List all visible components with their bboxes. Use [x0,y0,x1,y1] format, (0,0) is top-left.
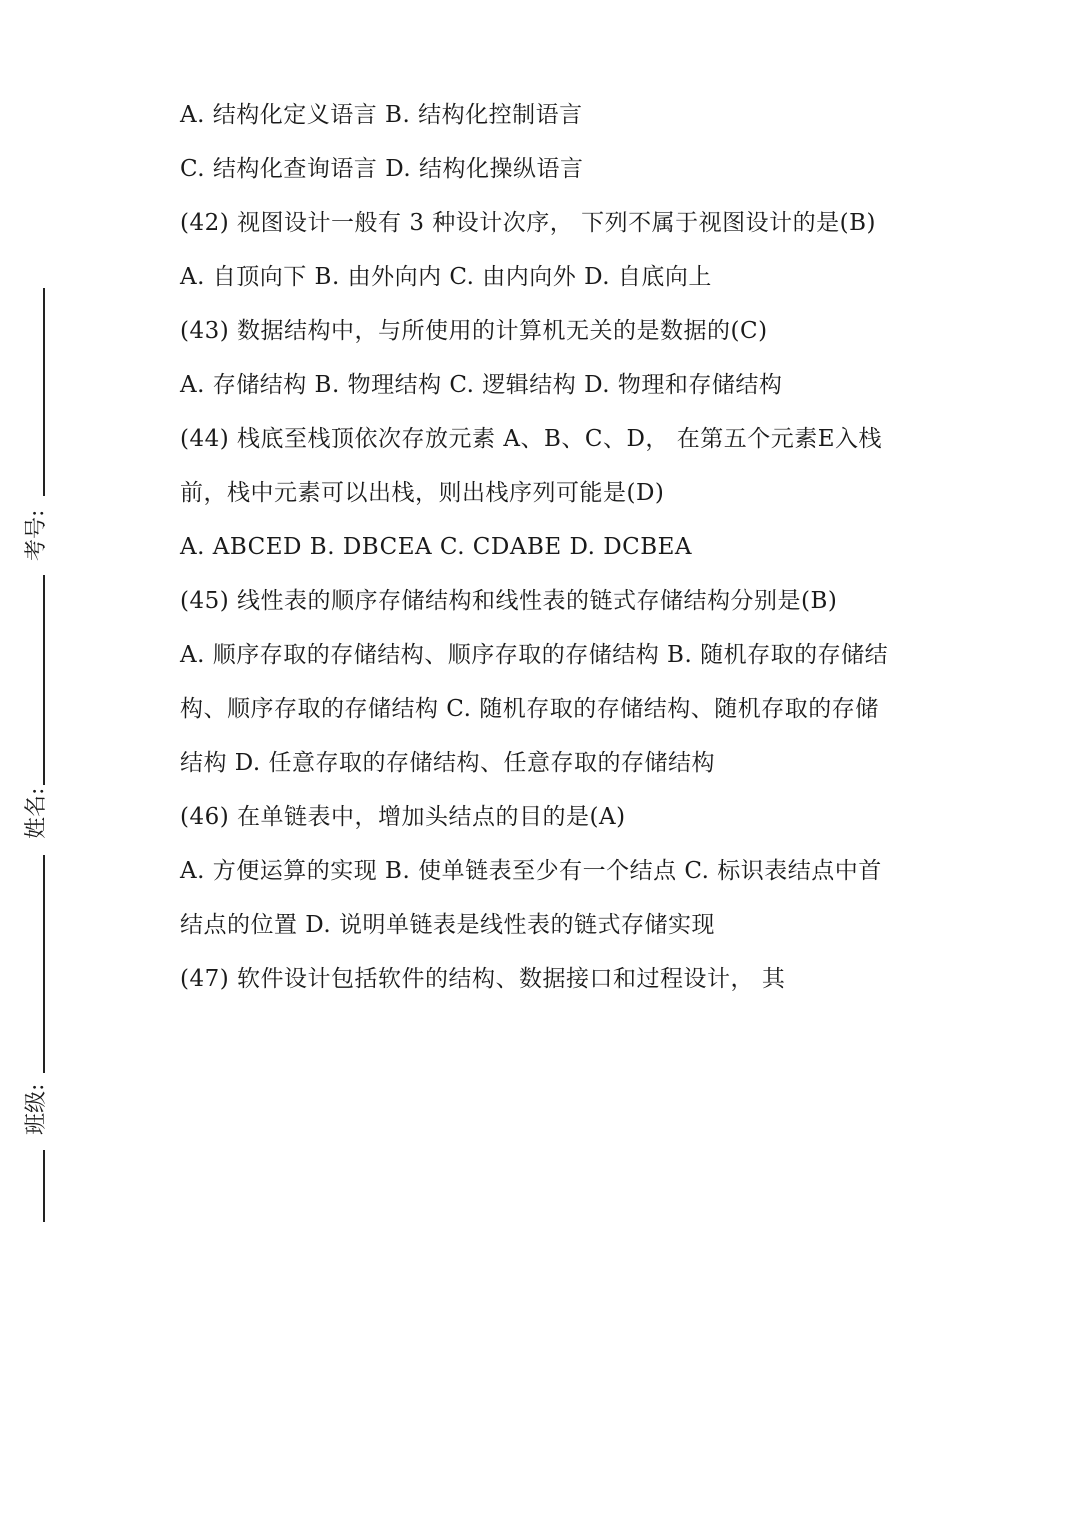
binding-line-class [43,1150,45,1222]
text-line: A. 存储结构 B. 物理结构 C. 逻辑结构 D. 物理和存储结构 [180,372,783,398]
text-line: A. 顺序存取的存储结构、顺序存取的存储结构 B. 随机存取的存储结 [180,642,889,668]
binding-line-top [43,288,45,496]
question-43: (43) 数据结构中，与所使用的计算机无关的是数据的(C) [180,318,768,344]
question-42: (42) 视图设计一般有 3 种设计次序， 下列不属于视图设计的是(B) [180,210,876,236]
text-line: A. 方便运算的实现 B. 使单链表至少有一个结点 C. 标识表结点中首 [180,858,882,884]
question-45: (45) 线性表的顺序存储结构和线性表的链式存储结构分别是(B) [180,588,838,614]
binding-margin [0,0,80,1527]
text-line: 结构 D. 任意存取的存储结构、任意存取的存储结构 [180,750,716,776]
exam-number-label: 考号: [24,509,49,561]
question-47: (47) 软件设计包括软件的结构、数据接口和过程设计， 其 [180,966,786,992]
question-content [180,88,920,1006]
text-line: A. 自顶向下 B. 由外向内 C. 由内向外 D. 自底向上 [180,264,712,290]
text-line: A. 结构化定义语言 B. 结构化控制语言 [180,102,583,128]
binding-line-name [43,855,45,1073]
text-line: A. ABCED B. DBCEA C. CDABE D. DCBEA [180,534,693,560]
text-line: 构、顺序存取的存储结构 C. 随机存取的存储结构、随机存取的存储 [180,696,879,722]
text-line: C. 结构化查询语言 D. 结构化操纵语言 [180,156,584,182]
question-44: (44) 栈底至栈顶依次存放元素 A、B、C、D， 在第五个元素E入栈 [180,426,882,452]
text-line: 前，栈中元素可以出栈，则出栈序列可能是(D) [180,480,665,506]
question-46: (46) 在单链表中，增加头结点的目的是(A) [180,804,626,830]
class-label: 班级: [24,1083,49,1135]
text-line: 结点的位置 D. 说明单链表是线性表的链式存储实现 [180,912,716,938]
binding-line-exam-number [43,575,45,785]
name-label: 姓名: [24,787,49,839]
